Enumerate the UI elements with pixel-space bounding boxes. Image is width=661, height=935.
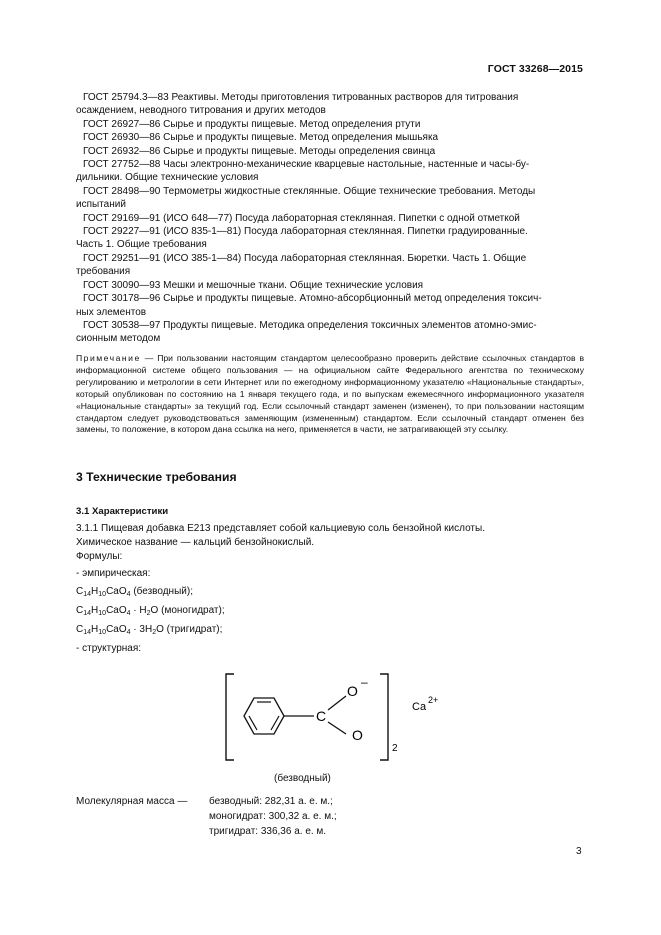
reference-continuation: Часть 1. Общие требования: [76, 239, 207, 251]
reference-code: ГОСТ 30538—97: [83, 319, 161, 331]
right-bracket: [380, 674, 388, 760]
reference-item: [76, 292, 584, 305]
note: [76, 353, 584, 436]
reference-code: ГОСТ 26932—86: [83, 145, 161, 157]
formula-monohydrate: $C_{14}H_{10}CaO_4 \cdot H_2O$ (моногидрат);: [76, 605, 225, 617]
structural-label: - структурная:: [76, 643, 142, 654]
structure-caption: (безводный): [274, 773, 331, 784]
reference-item: [76, 279, 584, 292]
reference-continuation: испытаний: [76, 199, 126, 211]
reference-code: ГОСТ 30178—96: [83, 293, 161, 305]
reference-title: Мешки и мешочные ткани. Общие технические условия: [163, 279, 424, 291]
reference-code: ГОСТ 30090—93: [83, 279, 161, 291]
reference-item: [76, 185, 584, 198]
reference-title: (ИСО 385-1—84) Посуда лабораторная стеклянная. Бюретки. Часть 1. Общие: [163, 252, 527, 264]
ion-ca-charge: 2+: [428, 695, 439, 705]
reference-code: ГОСТ 26927—86: [83, 118, 161, 130]
bracket-subscript: 2: [392, 743, 398, 754]
reference-title: Продукты пищевые. Методика определения токсичных элементов атомно-эмис-: [163, 319, 537, 331]
reference-code: ГОСТ 27752—88: [83, 159, 161, 171]
reference-title: Сырье и продукты пищевые. Метод определения ртути: [163, 118, 421, 130]
page-number: 3: [576, 846, 582, 857]
reference-item: [76, 118, 584, 131]
left-bracket: [226, 674, 234, 760]
reference-code: ГОСТ 25794.3—83: [83, 92, 169, 103]
reference-code: ГОСТ 26930—86: [83, 132, 161, 144]
page-header: ГОСТ 33268—2015: [487, 63, 583, 75]
formulas-label: Формулы:: [76, 551, 123, 562]
reference-code: ГОСТ 29227—91: [83, 226, 161, 238]
note-label: Примечание: [76, 353, 141, 363]
reference-title: (ИСО 648—77) Посуда лабораторная стеклянная. Пипетки с одной отметкой: [163, 212, 520, 224]
reference-title: (ИСО 835-1—81) Посуда лабораторная стеклянная. Пипетки градуированные.: [163, 226, 528, 238]
reference-title: Сырье и продукты пищевые. Атомно-абсорбционный метод определения токсич-: [163, 293, 542, 305]
reference-item: [76, 131, 584, 144]
formula-monohydrate-suffix: (моногидрат);: [161, 605, 225, 616]
benzene-ring: [244, 698, 284, 734]
empirical-label: - эмпирическая:: [76, 568, 151, 579]
atom-o1-charge: –: [361, 675, 368, 689]
atom-c: C: [316, 708, 327, 724]
bond-c-o2: [328, 722, 346, 734]
reference-item: [76, 212, 584, 225]
reference-code: ГОСТ 29169—91: [83, 212, 161, 224]
reference-item: [76, 319, 584, 332]
ion-ca: Ca: [412, 701, 427, 713]
subsection-title: 3.1 Характеристики: [76, 506, 169, 517]
reference-item: [76, 158, 584, 171]
references-list: [76, 91, 584, 346]
formula-trihydrate-suffix: (тригидрат);: [166, 624, 223, 635]
reference-continuation: требования: [76, 266, 131, 278]
mass-monohydrate: моногидрат: 300,32 а. е. м.;: [209, 811, 337, 822]
reference-code: ГОСТ 29251—91: [83, 252, 161, 264]
reference-item: [76, 91, 584, 104]
mass-anhydrous: безводный: 282,31 а. е. м.;: [209, 796, 333, 807]
atom-o1: O: [347, 683, 358, 699]
atom-o2: O: [352, 727, 363, 743]
formula-trihydrate: $C_{14}H_{10}CaO_4 \cdot 3H_2O$ (тригидрат);: [76, 624, 223, 636]
mass-trihydrate: тригидрат: 336,36 а. е. м.: [209, 826, 327, 837]
formula-anhydrous-suffix: (безводный);: [133, 586, 193, 597]
section-title: 3 Технические требования: [76, 470, 237, 484]
note-text: — При пользовании настоящим стандартом целесообразно проверить действие ссылочных стандартов в информационной системе общего пользования — на официальном сайте Федерального агентства по техническому регулированию и метрологии в сети Интернет или по ежегодному информационному указателю «Национальные стандарты», который опубликован по состоянию на 1 января текущего года, и по выпускам ежемесячного информационного указателя «Национальные стандарты» за текущий год. Если ссылочный стандарт заменен (изменен), то при пользовании настоящим стандартом следует руководствоваться заменяющим (измененным) стандартом. Если ссылочный стандарт отменен без замены, то положение, в котором дана ссылка на него, применяется в части, не затрагивающей эту ссылку.: [76, 353, 585, 435]
chemical-name: Химическое название — кальций бензойнокислый.: [76, 537, 315, 548]
reference-title: Термометры жидкостные стеклянные. Общие технические требования. Методы: [163, 185, 536, 197]
reference-item: [76, 145, 584, 158]
reference-title: Реактивы. Методы приготовления титрованных растворов для титрования: [171, 92, 519, 103]
paragraph-3-1-1: 3.1.1 Пищевая добавка Е213 представляет собой кальциевую соль бензойной кислоты.: [76, 523, 485, 534]
reference-title: Часы электронно-механические кварцевые настольные, настенные и часы-бу-: [163, 159, 530, 171]
reference-continuation: осаждением, неводного титрования и других методов: [76, 105, 326, 117]
reference-item: [76, 225, 584, 238]
bond-c-o1: [328, 696, 346, 710]
reference-title: Сырье и продукты пищевые. Метод определения мышьяка: [163, 132, 439, 144]
formula-anhydrous: $C_{14}H_{10}CaO_4$ (безводный);: [76, 586, 193, 598]
mass-label: Молекулярная масса —: [76, 796, 188, 807]
reference-item: [76, 252, 584, 265]
reference-continuation: сионным методом: [76, 333, 161, 345]
reference-continuation: ных элементов: [76, 306, 147, 318]
reference-title: Сырье и продукты пищевые. Методы определения свинца: [163, 145, 436, 157]
structural-formula: [222, 672, 452, 767]
reference-code: ГОСТ 28498—90: [83, 185, 161, 197]
reference-continuation: дильники. Общие технические условия: [76, 172, 259, 184]
